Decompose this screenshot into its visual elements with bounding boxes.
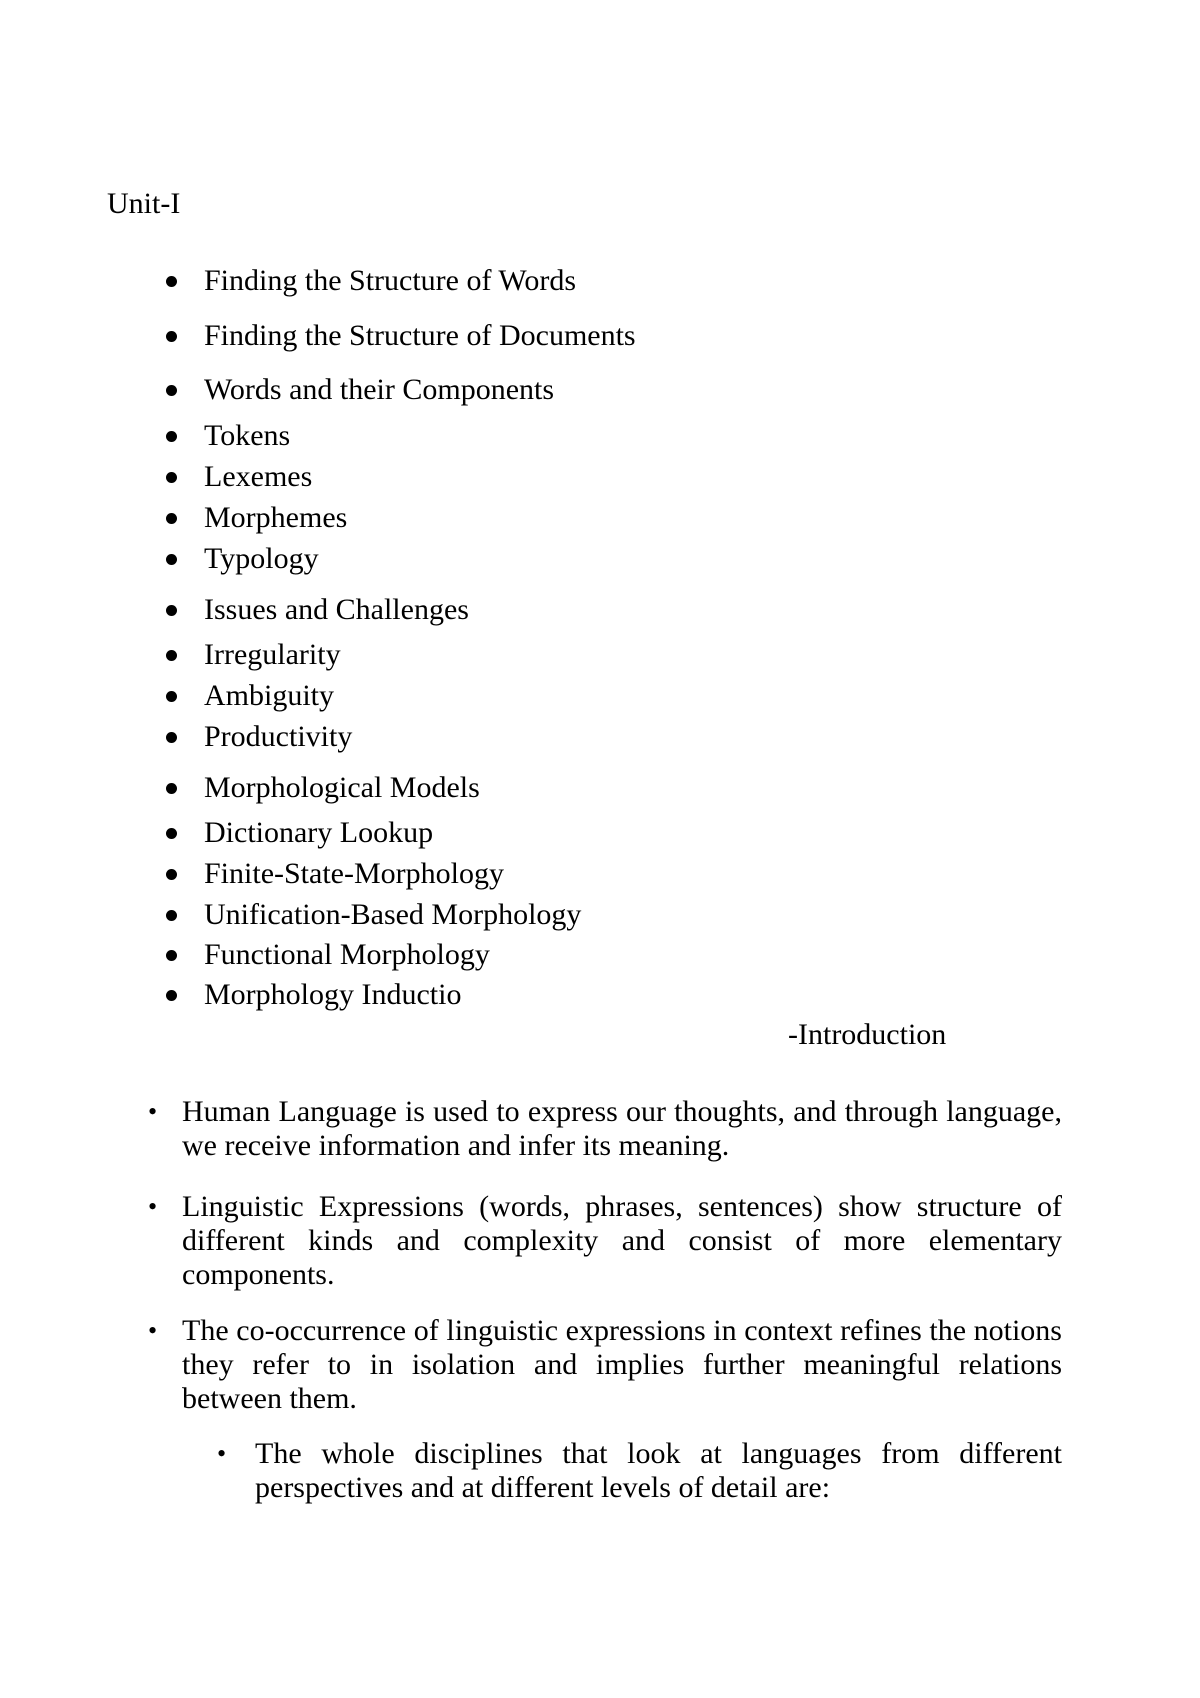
topic-label: Morphemes (204, 501, 348, 534)
bullet-icon (166, 910, 177, 921)
topic-label: Tokens (204, 419, 291, 452)
topic-label: Lexemes (204, 460, 313, 493)
topic-label: Typology (204, 542, 319, 575)
list-item (0, 372, 900, 408)
bullet-icon (166, 950, 177, 961)
list-item (0, 719, 900, 755)
list-item (0, 592, 900, 628)
topic-label: Issues and Challenges (204, 593, 469, 626)
paragraph-text: Human Language is used to express our thoughts, and through language, we receive information and infer its meaning. (182, 1095, 1062, 1162)
bullet-icon (166, 605, 177, 616)
list-item (0, 500, 900, 536)
topic-label: Finding the Structure of Words (204, 264, 576, 297)
topic-label: Finding the Structure of Documents (204, 319, 636, 352)
bullet-mark: • (148, 1316, 158, 1345)
paragraph-text: Linguistic Expressions (words, phrases, sentences) show structure of different kinds and complexity and consist of more elementary components. (182, 1190, 1062, 1291)
list-item (0, 459, 900, 495)
topic-label: Ambiguity (204, 679, 335, 712)
list-item (0, 856, 900, 892)
bullet-icon (166, 869, 177, 880)
bullet-mark: • (148, 1192, 158, 1221)
list-item (148, 1095, 1062, 1163)
bullet-icon (166, 732, 177, 743)
bullet-icon (166, 513, 177, 524)
list-item (148, 1190, 1062, 1292)
topic-label: Unification-Based Morphology (204, 898, 582, 931)
list-item (0, 977, 900, 1013)
paragraph-text: The co-occurrence of linguistic expressions in context refines the notions they refer to in isolation and implies further meaningful relations between them. (182, 1314, 1062, 1415)
bullet-icon (166, 554, 177, 565)
topic-label: Irregularity (204, 638, 341, 671)
topic-label: Finite-State-Morphology (204, 857, 504, 890)
topic-label: Dictionary Lookup (204, 816, 434, 849)
list-item (0, 897, 900, 933)
topic-label: Words and their Components (204, 373, 555, 406)
bullet-mark: • (217, 1439, 227, 1468)
list-item (148, 1314, 1062, 1416)
list-item (217, 1437, 1062, 1505)
paragraph-text: The whole disciplines that look at languages from different perspectives and at different levels of detail are: (255, 1437, 1062, 1504)
list-item (0, 318, 900, 354)
list-item (0, 637, 900, 673)
bullet-icon (166, 331, 177, 342)
bullet-icon (166, 431, 177, 442)
unit-title: Unit-I (107, 187, 181, 220)
list-item (0, 541, 900, 577)
bullet-mark: • (148, 1097, 158, 1126)
topic-label: Functional Morphology (204, 938, 490, 971)
bullet-icon (166, 385, 177, 396)
bullet-icon (166, 472, 177, 483)
list-item (0, 770, 900, 806)
bullet-icon (166, 990, 177, 1001)
bullet-icon (166, 828, 177, 839)
list-item (0, 937, 900, 973)
topic-label: Morphological Models (204, 771, 480, 804)
list-item (0, 815, 900, 851)
bullet-icon (166, 276, 177, 287)
list-item (0, 263, 900, 299)
topic-label: Productivity (204, 720, 353, 753)
list-item (0, 418, 900, 454)
bullet-icon (166, 691, 177, 702)
section-heading-introduction: -Introduction (788, 1018, 947, 1051)
topic-label: Morphology Inductio (204, 978, 462, 1011)
bullet-icon (166, 783, 177, 794)
bullet-icon (166, 650, 177, 661)
list-item (0, 678, 900, 714)
